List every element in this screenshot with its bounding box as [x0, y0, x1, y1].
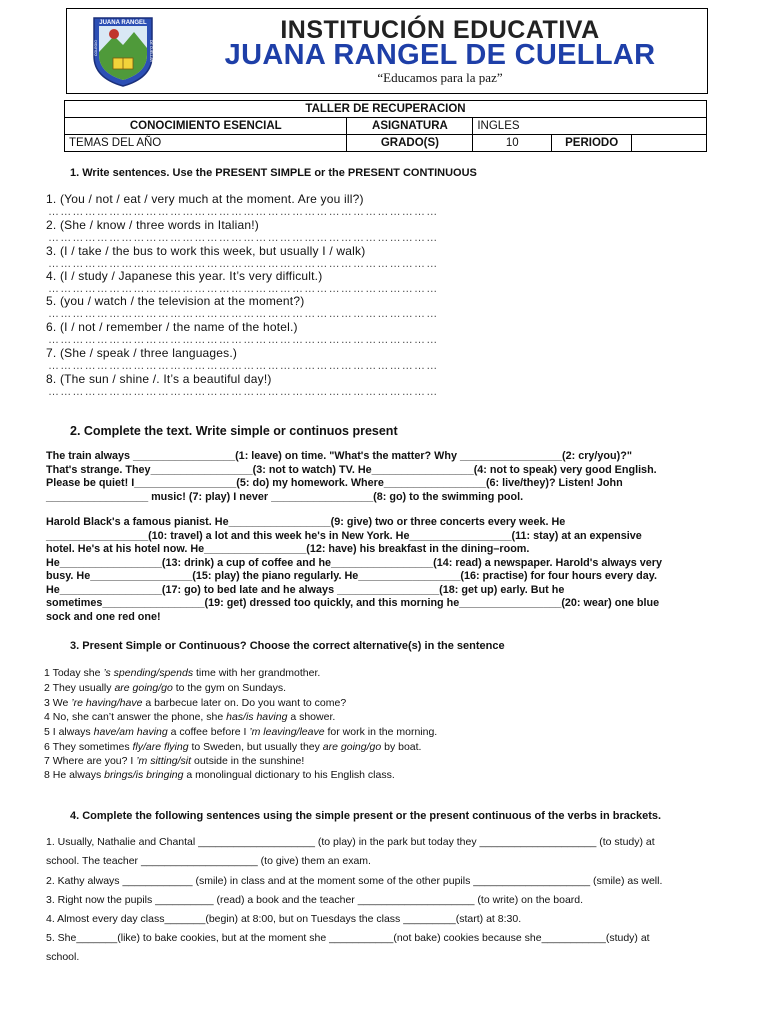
s3-alternatives: brings/is bringing — [104, 769, 184, 781]
asignatura-label: ASIGNATURA — [347, 118, 473, 135]
s1-answer-line-4: …………………………………………………………………………………… — [48, 283, 439, 295]
s1-item-3: 3. (I / take / the bus to work this week, but usually I / walk) — [46, 244, 366, 258]
svg-text:JUANA RANGEL: JUANA RANGEL — [99, 20, 147, 26]
s4-line-7: school. — [46, 951, 80, 963]
info-table — [64, 100, 707, 152]
s3-text: 6 They sometimes — [44, 741, 133, 753]
s3-item-8 — [44, 769, 395, 781]
section2-heading: 2. Complete the text. Write simple or continuos present — [70, 424, 398, 438]
s1-answer-line-6: …………………………………………………………………………………… — [48, 334, 439, 346]
s1-answer-line-8: …………………………………………………………………………………… — [48, 386, 439, 398]
s2-p2-line: He_________________(17: go) to bed late and he always _________________(18: get up) early. But he — [46, 583, 565, 596]
s2-p2-line: sock and one red one! — [46, 610, 161, 623]
s2-p1-line: _________________ music! (7: play) I never _________________(8: go) to the swimming pool. — [46, 490, 524, 503]
periodo-value — [632, 135, 707, 152]
s3-item-6 — [44, 741, 421, 753]
s3-alternatives: have/am having — [93, 726, 168, 738]
s3-text: a shower. — [287, 711, 336, 723]
s2-p2-line: hotel. He's at his hotel now. He_________________(12: have) his breakfast in the dining–room. — [46, 543, 530, 555]
s1-item-1: 1. (You / not / eat / very much at the moment. Are you ill?) — [46, 192, 364, 206]
s3-alternatives: ’re having/have — [71, 697, 143, 709]
s2-p2-line: busy. He_________________(15: play) the piano regularly. He_________________(16: practise) for four hours every day. — [46, 570, 657, 582]
s3-text: 5 I always — [44, 726, 94, 738]
s1-answer-line-2: …………………………………………………………………………………… — [48, 232, 439, 244]
s3-alternatives: ’m sitting/sit — [136, 755, 192, 767]
s4-line-1: 1. Usually, Nathalie and Chantal ____________________ (to play) in the park but today they ____________________ (to study) at — [46, 836, 655, 848]
section2-paragraph-2 — [46, 516, 726, 624]
motto: “Educamos para la paz” — [377, 70, 503, 85]
s1-item-5: 5. (you / watch / the television at the moment?) — [46, 294, 305, 308]
s4-line-6: 5. She_______(like) to bake cookies, but at the moment she ___________(not bake) cookies because she___________(study) at — [46, 932, 650, 944]
s2-p1-line: Please be quiet! I_________________(5: do) my homework. Where_________________(6: live/they)? Listen! John — [46, 477, 623, 489]
temas-label: TEMAS DEL AÑO — [65, 135, 347, 152]
asignatura-value: INGLES — [473, 118, 707, 135]
s2-p2-line: sometimes_________________(19: get) dressed too quickly, and this morning he_________________(20: wear) one blue — [46, 597, 660, 609]
section4-heading: 4. Complete the following sentences using the simple present or the present continuous of the verbs in brackets. — [70, 810, 662, 822]
s3-alternatives: are going/go — [322, 741, 382, 753]
s3-text: time with her grandmother. — [193, 667, 321, 679]
institution-type: INSTITUCIÓN EDUCATIVA — [280, 16, 600, 44]
s1-item-7: 7. (She / speak / three languages.) — [46, 346, 238, 360]
s3-text: outside in the sunshine! — [191, 755, 305, 767]
s2-p2-line: He_________________(13: drink) a cup of coffee and he_________________(14: read) a newspaper. Harold's always very — [46, 556, 662, 569]
s3-alternatives: has/is having — [226, 711, 288, 723]
s3-text: 3 We — [44, 697, 72, 709]
grado-label: GRADO(S) — [347, 135, 473, 152]
periodo-label: PERIODO — [552, 135, 632, 152]
s3-text: 4 No, she can’t answer the phone, she — [44, 711, 227, 723]
s3-text: 1 Today she — [44, 667, 104, 679]
section1-heading: 1. Write sentences. Use the PRESENT SIMPLE or the PRESENT CONTINUOUS — [70, 167, 477, 179]
s3-alternatives: ’s spending/spends — [103, 667, 194, 679]
grado-value: 10 — [473, 135, 552, 152]
s1-answer-line-1: …………………………………………………………………………………… — [48, 206, 439, 218]
section3-heading: 3. Present Simple or Continuous? Choose the correct alternative(s) in the sentence — [70, 640, 505, 652]
s2-p1-line: That's strange. They_________________(3: not to watch) TV. He_________________(4: not to speak) very good English. — [46, 463, 657, 476]
s3-text: a monolingual dictionary to his English class. — [183, 769, 395, 781]
school-crest-logo — [90, 12, 156, 88]
s4-line-2: school. The teacher ____________________ (to give) them an exam. — [46, 855, 371, 867]
s3-text: to the gym on Sundays. — [172, 682, 287, 694]
s1-item-6: 6. (I / not / remember / the name of the hotel.) — [46, 320, 298, 334]
s3-alternatives: ’m leaving/leave — [249, 726, 325, 738]
s3-text: 7 Where are you? I — [44, 755, 137, 767]
s1-item-2: 2. (She / know / three words in Italian!) — [46, 218, 259, 232]
s3-item-5 — [44, 726, 437, 738]
section2-paragraph-1 — [46, 450, 726, 504]
s3-alternatives: are going/go — [114, 682, 173, 694]
s1-answer-line-7: …………………………………………………………………………………… — [48, 360, 439, 372]
s3-item-3 — [44, 697, 346, 709]
s1-answer-line-3: …………………………………………………………………………………… — [48, 258, 439, 270]
svg-text:DE CUELLAR: DE CUELLAR — [149, 40, 153, 62]
s4-line-4: 3. Right now the pupils __________ (read) a book and the teacher ____________________ (to write) on the board. — [46, 894, 584, 906]
s3-text: for work in the morning. — [324, 726, 438, 738]
s2-p2-line: Harold Black's a famous pianist. He_________________(9: give) two or three concerts every week. He — [46, 516, 566, 528]
s2-p1-line: The train always _________________(1: leave) on time. "What's the matter? Why _________________(2: cry/you)?" — [46, 450, 632, 462]
s3-text: 2 They usually — [44, 682, 115, 694]
s1-item-8: 8. (The sun / shine /. It’s a beautiful day!) — [46, 372, 272, 386]
s2-p2-line: _________________(10: travel) a lot and this week he's in New York. He_________________(11: stay) at an expensive — [46, 529, 642, 542]
s3-text: to Sweden, but usually they — [188, 741, 323, 753]
s3-text: a coffee before I — [167, 726, 250, 738]
s3-text: 8 He always — [44, 769, 105, 781]
s3-text: a barbecue later on. Do you want to come? — [142, 697, 347, 709]
s3-item-1 — [44, 667, 320, 679]
workshop-title: TALLER DE RECUPERACION — [65, 101, 707, 118]
s4-line-3: 2. Kathy always ____________ (smile) in class and at the moment some of the other pupils ____________________ (smile) as well. — [46, 875, 663, 887]
institution-name: JUANA RANGEL DE CUELLAR — [224, 39, 656, 71]
s1-item-4: 4. (I / study / Japanese this year. It’s very difficult.) — [46, 269, 323, 283]
s3-alternatives: fly/are flying — [132, 741, 189, 753]
s3-text: by boat. — [381, 741, 422, 753]
svg-text:COLEGIO: COLEGIO — [94, 40, 98, 56]
s1-answer-line-5: …………………………………………………………………………………… — [48, 308, 439, 320]
s3-item-4 — [44, 711, 335, 723]
s3-item-2 — [44, 682, 286, 694]
s4-line-5: 4. Almost every day class_______(begin) at 8:00, but on Tuesdays the class _________(start) at 8:30. — [46, 913, 522, 925]
conocimiento-label: CONOCIMIENTO ESENCIAL — [65, 118, 347, 135]
s3-item-7 — [44, 755, 304, 767]
